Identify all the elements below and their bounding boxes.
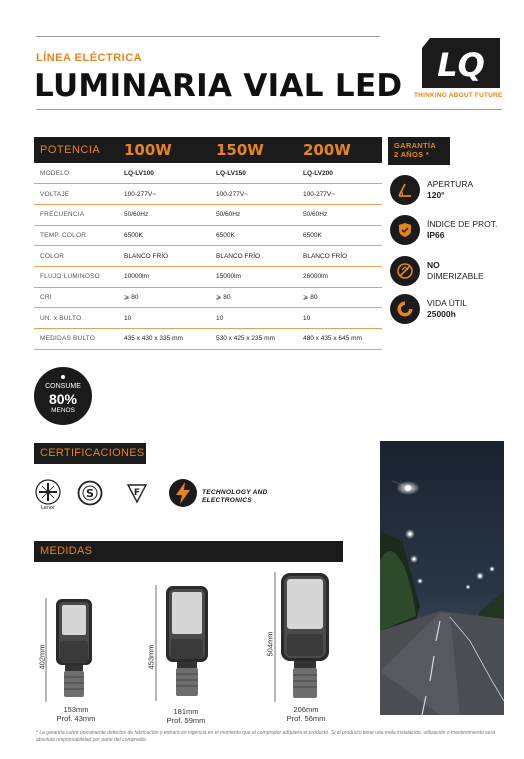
feature-vida-util [390,294,467,324]
cell-value: 6500K [210,225,297,246]
cell-value: 15000lm [210,266,297,287]
spec-header-150w: 150W [210,137,297,163]
feature-apertura [390,175,473,205]
row-label: VOLTAJE [34,184,118,205]
table-row [34,225,382,246]
brand-tagline: THINKING ABOUT FUTURE [414,92,503,99]
dim-width: 181mm [173,707,199,716]
table-row [34,246,382,267]
consume-line1: CONSUME [45,383,81,390]
lamp-drawing-150w [160,584,216,702]
feature-label: APERTURA [427,179,474,189]
dim-height-line-100w [44,598,48,702]
cell-value: ⩾ 80 [210,287,297,308]
cell-value: BLANCO FRÍO [297,246,382,267]
f-mark-icon [126,482,148,504]
garantia-line1: GARANTÍA [394,141,436,150]
cell-value: 6500K [118,225,210,246]
spec-header-200w: 200W [297,137,382,163]
cell-value: 100-277V~ [118,184,210,205]
spec-header-row [34,137,382,163]
tech-electronics-text [202,489,268,505]
table-row [34,287,382,308]
cell-value: BLANCO FRÍO [210,246,297,267]
consume-dot [61,375,65,379]
dim-width: 153mm [63,705,89,714]
lamp-drawing-200w [278,571,334,703]
dim-prof: Prof. 59mm [166,716,206,725]
category-label: LÍNEA ELÉCTRICA [36,52,143,64]
spec-table [34,137,382,350]
logo-text: LQ [437,46,485,84]
row-label: MEDIDAS BULTO [34,329,118,350]
garantia-line2: 2 AÑOS * [394,150,430,159]
cell-value: 50/60Hz [210,204,297,225]
dim-height-line-200w [273,572,277,702]
medidas-header: MEDIDAS [34,541,343,562]
brand-logo [420,36,502,90]
cell-value: LQ-LV100 [118,163,210,184]
cell-value: 50/60Hz [297,204,382,225]
shield-icon [390,215,420,245]
dim-height-100w: 402mm [37,644,47,670]
table-row [34,184,382,205]
no-dimmer-icon [390,256,420,286]
cell-value: LQ-LV200 [297,163,382,184]
dim-text-200w [276,705,336,723]
lamp-drawing-100w [50,597,102,702]
dim-height-line-150w [154,585,158,701]
feature-label: NO [427,260,440,270]
street-night-photo [380,441,504,715]
angle-icon [390,175,420,205]
feature-value: 120° [427,190,445,200]
table-row [34,163,382,184]
feature-value: DIMERIZABLE [427,271,484,281]
garantia-badge [388,137,450,165]
top-divider [36,36,380,37]
cell-value: ⩾ 80 [118,287,210,308]
cell-value: 10 [297,308,382,329]
consume-percent: 80% [48,391,78,407]
certificaciones-header: CERTIFICACIONES [34,443,146,464]
table-row [34,266,382,287]
cell-value: LQ-LV150 [210,163,297,184]
table-row [34,308,382,329]
consume-line3: MENOS [51,407,75,414]
svg-text:Lenor: Lenor [40,505,56,510]
spec-header-potencia: POTENCIA [34,137,118,163]
feature-dimmer [390,256,484,286]
dim-text-150w [156,707,216,725]
spec-header-100w: 100W [118,137,210,163]
cell-value: 10 [118,308,210,329]
cell-value: 100-277V~ [210,184,297,205]
row-label: FLUJO LUMINOSO [34,266,118,287]
feature-label: ÍNDICE DE PROT. [427,219,498,229]
table-row [34,204,382,225]
table-row [34,329,382,350]
cell-value: 6500K [297,225,382,246]
tech-line2: ELECTRONICS [202,497,252,504]
cell-value: BLANCO FRÍO [118,246,210,267]
row-label: COLOR [34,246,118,267]
dim-text-100w [46,705,106,723]
footnote: * La garantía cubre únicamente defectos de fabricación y entrará en vigencia en el momento que el comprador adquiera el producto. Si el producto tiene una mala instalación, utilización o mantenimiento será absoluta responsabilidad por parte del comprador. [36,730,495,743]
feature-value: IP66 [427,230,445,240]
tech-line1: TECHNOLOGY AND [202,489,268,496]
row-label: MODELO [34,163,118,184]
cell-value: 480 x 435 x 645 mm [297,329,382,350]
lightning-icon [168,478,198,508]
clock-icon [390,294,420,324]
cell-value: ⩾ 80 [297,287,382,308]
title-divider [36,109,502,110]
row-label: TEMP. COLOR [34,225,118,246]
row-label: UN. x BULTO [34,308,118,329]
dim-prof: Prof. 43mm [56,714,96,723]
cell-value: 435 x 430 x 335 mm [118,329,210,350]
dim-width: 206mm [293,705,319,714]
page-title: LUMINARIA VIAL LED [34,68,403,104]
feature-label: VIDA ÚTIL [427,298,468,308]
feature-value: 25000h [427,309,456,319]
consume-badge [34,367,92,425]
feature-ip [390,215,497,245]
svg-text:F: F [133,488,141,498]
row-label: CRI [34,287,118,308]
cell-value: 10 [210,308,297,329]
lenor-cert-icon [34,478,62,510]
svg-text:S: S [86,487,94,500]
cell-value: 530 x 425 x 235 mm [210,329,297,350]
cell-value: 26000lm [297,266,382,287]
dim-prof: Prof. 56mm [286,714,326,723]
s-mark-icon [77,480,103,506]
row-label: FRECUENCIA [34,204,118,225]
dim-height-200w: 504mm [265,631,275,657]
cell-value: 10000lm [118,266,210,287]
dim-height-150w: 453mm [146,644,156,670]
cell-value: 50/60Hz [118,204,210,225]
cell-value: 100-277V~ [297,184,382,205]
